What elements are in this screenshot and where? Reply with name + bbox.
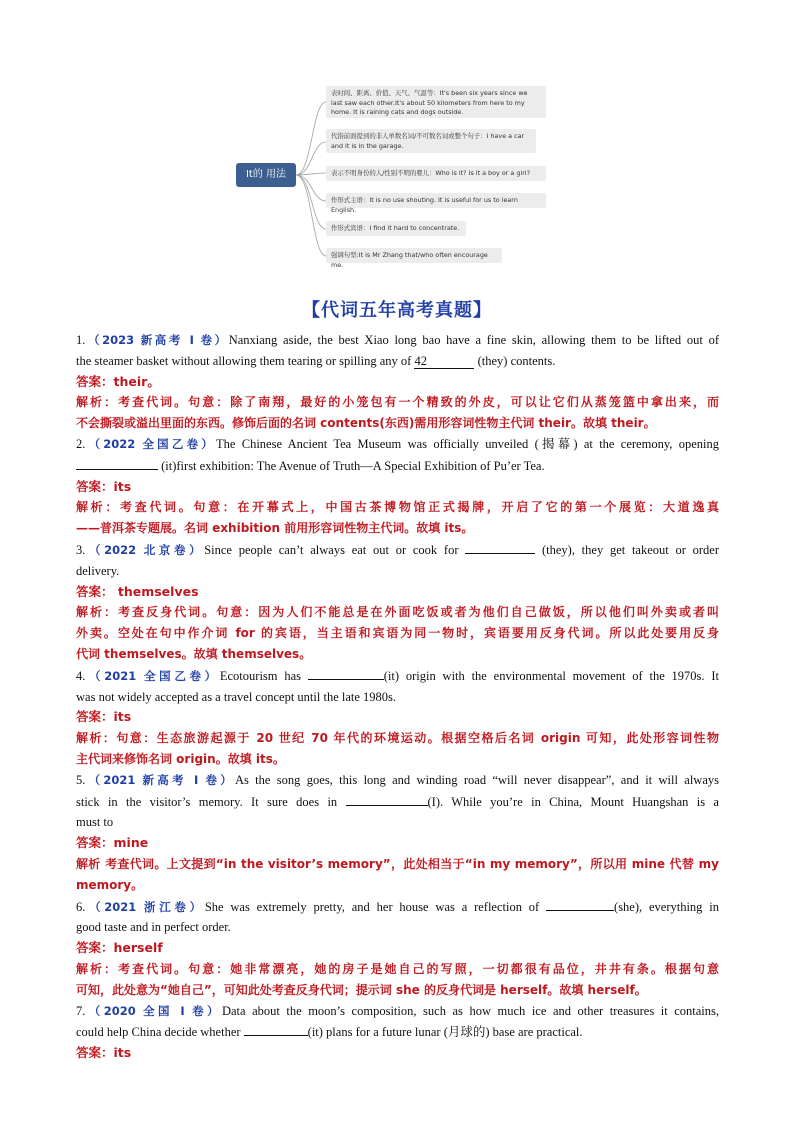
page-title: 【代词五年高考真题】: [302, 300, 492, 321]
question-text: Data about the moon’s composition, such as how much ice and other treasures it contains,: [221, 1003, 719, 1018]
analysis-text: ——普洱茶专题展。名词 exhibition 前用形容词性物主代词。故填 its。: [76, 521, 474, 536]
question-number: 6.: [76, 899, 86, 914]
answer-blank[interactable]: [546, 896, 614, 911]
answer-blank[interactable]: [465, 539, 535, 554]
mind-map-center: It的 用法: [236, 163, 296, 187]
answer-blank[interactable]: [76, 455, 158, 470]
answer-label: 答案：: [76, 940, 114, 956]
question-source: （2020 全国 I 卷）: [85, 1003, 222, 1018]
question-text: (it) origin with the environmental movement of the 1970s. It: [383, 668, 719, 683]
mind-map-node: 作形式宾语：I find it hard to concentrate.: [326, 221, 466, 236]
question-text: must to: [76, 815, 114, 830]
question-list: [76, 330, 719, 1064]
analysis-text: 解析：考查代词。句意：在开幕式上，中国古茶博物馆正式揭牌，开启了它的第一个展览：大道逸真: [76, 500, 719, 515]
question-text: Nanxiang aside, the best Xiao long bao have a fine skin, allowing them to be lifted out of: [228, 333, 720, 347]
question-text: As the song goes, this long and winding road “will never disappear”, and it will always: [234, 772, 719, 787]
analysis: [76, 959, 719, 1001]
analysis: [76, 497, 719, 539]
question-number: 2.: [76, 436, 86, 451]
question-text: (they) contents.: [474, 353, 556, 368]
answer-label: 答案：: [76, 1045, 114, 1061]
question-source: （2021 全国乙卷）: [85, 668, 220, 683]
analysis: [76, 392, 719, 434]
mind-map-node: 代指前面提到的非人单数名词/不可数名词或整个句子：I have a car and it is in the garage.: [326, 129, 536, 153]
question-text: good taste and in perfect order.: [76, 920, 231, 935]
question-number: 7.: [76, 1003, 86, 1018]
question-text: Ecotourism has: [219, 668, 308, 683]
analysis-text: 不会撕裂或溢出里面的东西。修饰后面的名词 contents(东西)需用形容词性物主代词 their。故填 their。: [76, 416, 656, 431]
question-7: [76, 1001, 719, 1064]
question-text: She was extremely pretty, and her house was a reflection of: [204, 899, 547, 914]
question-source: （2023 新高考 I 卷）: [85, 333, 229, 347]
analysis-text: 代词 themselves。故填 themselves。: [76, 646, 312, 661]
answer-value: their。: [113, 373, 160, 389]
analysis-text: 外卖。空处在句中作介词 for 的宾语，当主语和宾语为同一物时，宾语要用反身代词。所以此处要用反身: [76, 626, 719, 641]
answer-blank[interactable]: [244, 1021, 308, 1036]
answer-label: 答案：: [76, 478, 114, 494]
analysis: [76, 854, 719, 896]
answer-value: herself: [113, 940, 163, 956]
analysis-text: 解析 考查代词。上文提到“in the visitor’s memory”，此处相当于“in my memory”，所以用 mine 代替 my: [76, 856, 719, 871]
answer-label: 答案：: [76, 373, 114, 389]
question-text: (she), everything in: [614, 899, 719, 914]
question-number: 1.: [76, 333, 86, 347]
answer-value: its: [113, 709, 132, 725]
question-source: （2021 浙江卷）: [85, 899, 205, 914]
answer-blank[interactable]: 42: [414, 354, 474, 369]
mind-map-node: 强调句型:It is Mr Zhang that/who often encourage me.: [326, 248, 502, 263]
analysis-text: 解析：句意：生态旅游起源于 20 世纪 70 年代的环境运动。根据空格后名词 origin 可知，此处形容词性物: [76, 731, 719, 746]
answer-label: 答案：: [76, 583, 114, 599]
answer-label: 答案：: [76, 835, 114, 851]
question-source: （2022 全国乙卷）: [85, 436, 216, 451]
answer-value: mine: [113, 835, 149, 851]
question-text: the steamer basket without allowing them tearing or spilling any of: [76, 353, 415, 368]
question-text: delivery.: [76, 563, 120, 578]
question-text: could help China decide whether: [76, 1025, 244, 1040]
analysis-text: 主代词来修饰名词 origin。故填 its。: [76, 751, 285, 766]
answer-value: themselves: [113, 583, 199, 599]
analysis-text: 解析：考查反身代词。句意：因为人们不能总是在外面吃饭或者为他们自己做饭，所以他们叫外卖或者叫: [76, 605, 719, 620]
question-text: was not widely accepted as a travel concept until the late 1980s.: [76, 689, 397, 704]
answer-value: its: [113, 478, 132, 494]
question-text: Since people can’t always eat out or cook for: [204, 542, 466, 557]
question-number: 5.: [76, 772, 86, 787]
answer-label: 答案：: [76, 709, 114, 725]
question-1: [76, 330, 719, 434]
analysis-text: 解析：考查代词。句意：她非常漂亮，她的房子是她自己的写照，一切都很有品位，井井有条。根据句意: [76, 961, 719, 976]
answer-blank[interactable]: [346, 791, 428, 806]
question-number: 4.: [76, 668, 86, 683]
analysis-text: 可知，此处意为“她自己”，可知此处考查反身代词；提示词 she 的反身代词是 herself。故填 herself。: [76, 982, 647, 997]
question-number: 3.: [76, 542, 86, 557]
question-6: [76, 896, 719, 1001]
question-2: [76, 434, 719, 539]
question-text: stick in the visitor’s memory. It sure does in: [76, 794, 346, 809]
question-text: (they), they get takeout or order: [535, 542, 720, 557]
mind-map-node: 作形式主语：It is no use shouting. It is useful for us to learn English.: [326, 193, 546, 208]
analysis-text: memory。: [76, 877, 144, 892]
answer-blank[interactable]: [308, 665, 384, 680]
answer-value: its: [113, 1045, 132, 1061]
mind-map: [0, 0, 794, 280]
question-source: （2021 新高考 I 卷）: [85, 772, 235, 787]
question-4: [76, 665, 719, 770]
question-text: (I). While you’re in China, Mount Huangshan is a: [427, 794, 719, 809]
mind-map-node: 表时间、距离、价值、天气、气温等：It's been six years since we last saw each other.It's about 50 kilometers from here to my home. It is raining cats and dogs outside.: [326, 86, 546, 118]
question-text: (it) plans for a future lunar (月球的) base are practical.: [307, 1025, 583, 1040]
question-text: (it)first exhibition: The Avenue of Truth—A Special Exhibition of Pu’er Tea.: [158, 458, 545, 473]
question-3: [76, 539, 719, 665]
mind-map-node: 表示不明身份的人/性别不明的婴儿：Who is it? Is it a boy or a girl?: [326, 166, 546, 181]
question-5: [76, 770, 719, 896]
question-source: （2022 北京卷）: [85, 542, 205, 557]
analysis: [76, 602, 719, 664]
analysis: [76, 728, 719, 770]
analysis-text: 解析：考查代词。句意：除了南翔，最好的小笼包有一个精致的外皮，可以让它们从蒸笼篮中拿出来，而: [76, 395, 719, 410]
question-text: The Chinese Ancient Tea Museum was officially unveiled (揭幕) at the ceremony, opening: [215, 436, 719, 451]
